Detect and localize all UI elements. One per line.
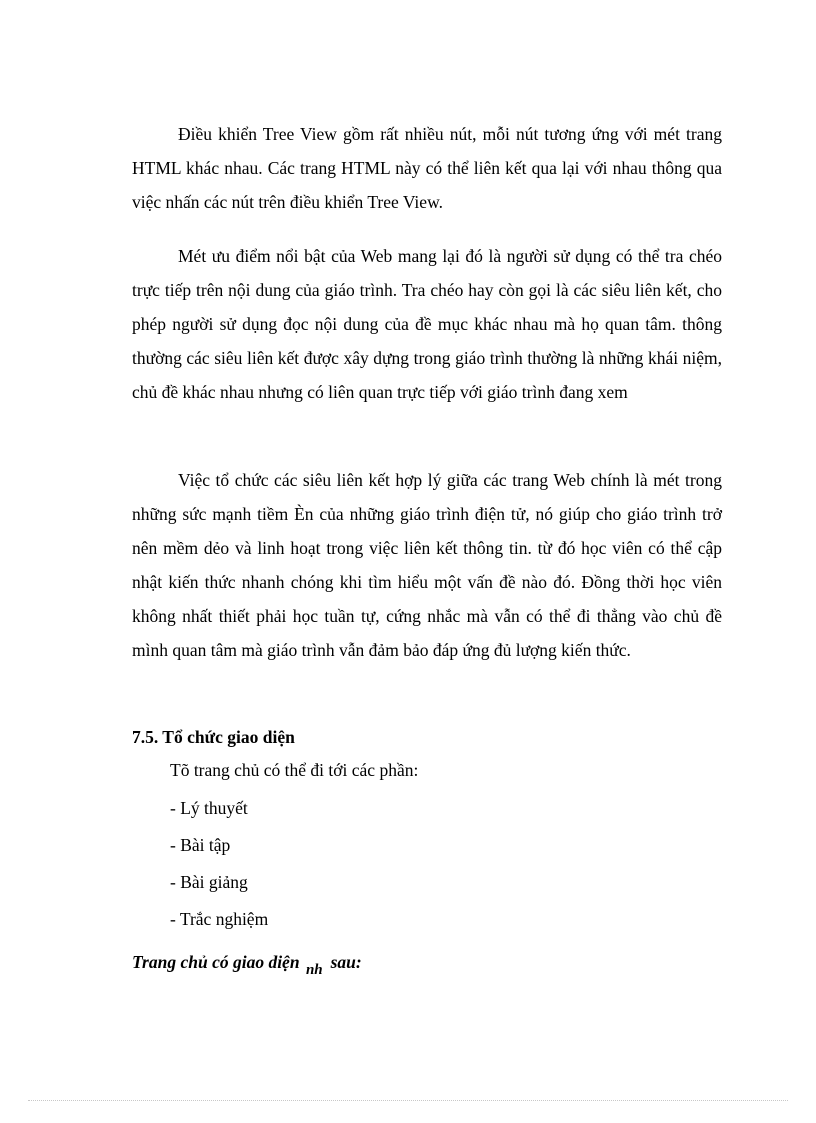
list-item-theory: - Lý thuyết <box>170 798 248 818</box>
paragraph-hyperlink-organization: Việc tổ chức các siêu liên kết hợp lý giữa các trang Web chính là mét trong những sức mạnh tiềm Èn của những giáo trình điện tử, nó giúp cho giáo trình trở nên mềm dẻo và linh hoạt trong việc liên kết thông tin. từ đó học viên có thể cập nhật kiến thức nhanh chóng khi tìm hiểu một vấn đề nào đó. Đồng thời học viên không nhất thiết phải học tuần tự, cứng nhắc mà vẫn có thể đi thẳng vào chủ đề mình quan tâm mà giáo trình vẫn đảm bảo đáp ứng đủ lượng kiến thức. <box>132 470 722 660</box>
paragraph-web-advantage: Mét ưu điểm nổi bật của Web mang lại đó là người sử dụng có thể tra chéo trực tiếp trên nội dung của giáo trình. Tra chéo hay còn gọi là các siêu liên kết, cho phép người sử dụng đọc nội dung của đề mục khác nhau mà họ quan tâm. thông thường các siêu liên kết được xây dựng trong giáo trình thường là những khái niệm, chủ đề khác nhau nhưng có liên quan trực tiếp với giáo trình đang xem <box>132 246 722 402</box>
list-item-exercises: - Bài tập <box>170 835 231 855</box>
list-item-quiz: - Trắc nghiệm <box>170 909 269 929</box>
figure-caption <box>132 952 362 978</box>
section-list <box>170 793 268 941</box>
caption-end: sau: <box>330 952 362 972</box>
section-intro: Tõ trang chủ có thể đi tới các phần: <box>170 760 419 780</box>
list-item-lectures: - Bài giảng <box>170 872 248 892</box>
section-heading: 7.5. Tổ chức giao diện <box>132 727 295 747</box>
caption-main: Trang chủ có giao diện <box>132 952 300 972</box>
paragraph-tree-view: Điều khiển Tree View gồm rất nhiều nút, mỗi nút tương ứng với mét trang HTML khác nhau. Các trang HTML này có thể liên kết qua lại với nhau thông qua việc nhấn các nút trên điều khiển Tree View. <box>132 124 722 212</box>
footer-divider <box>28 1100 788 1101</box>
caption-subscript: nh <box>305 962 323 978</box>
